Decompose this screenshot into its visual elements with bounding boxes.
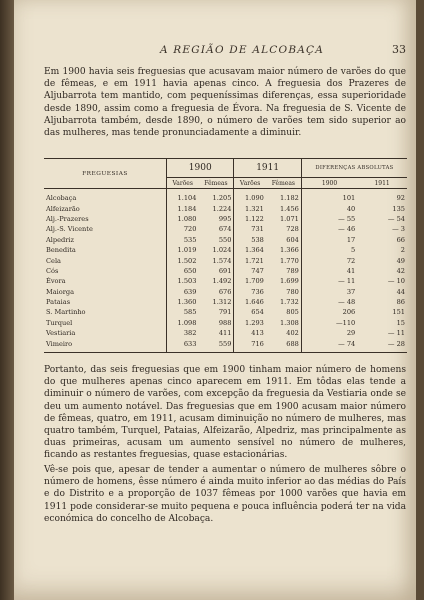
page-number: 33 <box>392 43 406 56</box>
table-row <box>44 318 407 328</box>
cell-f1900: 1.574 <box>212 256 232 265</box>
cell-d1911: 135 <box>392 204 405 213</box>
freguesia-name: Évora <box>46 277 66 286</box>
cell-v1911: 747 <box>234 266 266 276</box>
cell-v1911: 538 <box>234 235 266 245</box>
header-dif-1911: 1911 <box>357 178 407 189</box>
book-spine-shadow <box>0 0 14 600</box>
cell-v1900: 1.503 <box>167 276 199 286</box>
cell-f1900: 1.205 <box>212 194 232 203</box>
cell-v1900: 1.098 <box>167 318 199 328</box>
population-table <box>44 158 407 353</box>
cell-v1900: 535 <box>167 235 199 245</box>
cell-v1900: 1.019 <box>167 245 199 255</box>
cell-d1911: 2 <box>400 246 405 255</box>
cell-f1911: 1.366 <box>279 246 299 255</box>
cell-f1900: 691 <box>218 266 232 275</box>
cell-v1911: 1.721 <box>234 255 266 265</box>
cell-v1911: 413 <box>234 328 266 338</box>
cell-d1911: 86 <box>396 298 405 307</box>
cell-d1911: — 28 <box>357 338 407 352</box>
cell-v1911: 716 <box>234 338 266 352</box>
cell-v1900: 650 <box>167 266 199 276</box>
cell-d1900: — 46 <box>301 224 357 234</box>
cell-f1911: 780 <box>286 287 299 296</box>
cell-v1900: 1.360 <box>167 297 199 307</box>
cell-v1911: 1.090 <box>234 189 266 204</box>
freguesia-name: S. Martinho <box>46 308 86 317</box>
freguesia-name: Turquel <box>46 318 73 327</box>
header-year-1900: 1900 <box>167 159 234 178</box>
cell-f1911: 1.699 <box>279 277 299 286</box>
cell-d1900: 29 <box>301 328 357 338</box>
cell-d1900: —110 <box>301 318 357 328</box>
freguesia-name: Maiorga <box>46 287 75 296</box>
book-page <box>14 0 416 600</box>
table-row <box>44 266 407 276</box>
cell-d1911: — 10 <box>387 277 405 286</box>
cell-v1911: 736 <box>234 287 266 297</box>
freguesia-name: Cós <box>46 266 59 275</box>
cell-d1911: 66 <box>396 235 405 244</box>
cell-v1911: 654 <box>234 307 266 317</box>
cell-v1911: 731 <box>234 224 266 234</box>
cell-d1911: 44 <box>396 287 405 296</box>
cell-v1900: 633 <box>167 338 199 352</box>
freguesia-name: Vimeiro <box>44 338 167 352</box>
freguesia-name: Benedita <box>46 246 76 255</box>
freguesia-name: Pataias <box>46 298 71 307</box>
cell-f1911: 1.071 <box>279 214 299 223</box>
paragraph-1: Em 1900 havia seis freguesias que acusavam maior número de varões do que de fêmeas, e em 1911 havia apenas cinco. A freguesia dos Prazeres de Aljubarrota tem mantido, com pequeníssimas diferenças, essa superioridade desde 1890, assim como a freguesia de Évora. Na freguesia de S. Vicente de Aljubarrota também, desde 1890, o número de varões tem sido superior ao das mulheres, mas tende pronunciadamente a diminuir. <box>44 67 406 139</box>
cell-f1900: 988 <box>218 318 232 327</box>
cell-v1900: 720 <box>167 224 199 234</box>
cell-d1911: — 11 <box>387 329 405 338</box>
table-row <box>44 189 407 204</box>
cell-f1911: 1.770 <box>279 256 299 265</box>
table-row <box>44 203 407 213</box>
cell-f1911: 1.182 <box>279 194 299 203</box>
header-femeas-1900: Fêmeas <box>198 178 234 189</box>
cell-f1900: 411 <box>218 329 232 338</box>
cell-d1911: — 3 <box>392 225 405 234</box>
cell-v1900: 1.104 <box>167 189 199 204</box>
freguesia-name: Alj.-Prazeres <box>46 214 89 223</box>
table-row <box>44 276 407 286</box>
cell-f1900: 550 <box>218 235 232 244</box>
header-differences: DIFERENÇAS ABSOLUTAS <box>301 159 407 178</box>
cell-f1900: 676 <box>218 287 232 296</box>
cell-d1900: — 74 <box>301 338 357 352</box>
cell-f1911: 688 <box>266 338 302 352</box>
cell-f1900: 559 <box>198 338 234 352</box>
cell-f1911: 402 <box>286 329 299 338</box>
cell-f1911: 1.456 <box>279 204 299 213</box>
table-row <box>44 287 407 297</box>
cell-d1911: 92 <box>396 194 405 203</box>
cell-d1900: — 48 <box>301 297 357 307</box>
cell-d1911: — 54 <box>387 214 405 223</box>
table-row <box>44 214 407 224</box>
table-row <box>44 224 407 234</box>
freguesia-name: Alfeizarão <box>46 204 80 213</box>
cell-v1911: 1.646 <box>234 297 266 307</box>
cell-d1911: 42 <box>396 266 405 275</box>
cell-v1900: 1.502 <box>167 255 199 265</box>
freguesia-name: Alcobaça <box>46 194 77 203</box>
cell-d1911: 49 <box>396 256 405 265</box>
cell-f1900: 1.312 <box>212 298 232 307</box>
header-femeas-1911: Fêmeas <box>266 178 302 189</box>
table-row <box>44 235 407 245</box>
cell-v1911: 1.709 <box>234 276 266 286</box>
freguesia-name: Cela <box>46 256 61 265</box>
header-freguesias: FREGUESIAS <box>44 159 167 189</box>
cell-d1900: 101 <box>301 189 357 204</box>
cell-v1911: 1.122 <box>234 214 266 224</box>
cell-d1900: — 11 <box>301 276 357 286</box>
cell-d1900: 40 <box>301 203 357 213</box>
cell-f1911: 1.732 <box>279 298 299 307</box>
cell-d1900: 17 <box>301 235 357 245</box>
cell-d1900: 37 <box>301 287 357 297</box>
header-year-1911: 1911 <box>234 159 301 178</box>
cell-f1911: 789 <box>286 266 299 275</box>
paragraph-2: Portanto, das seis freguesias que em 1900 tinham maior número de homens do que mulheres apenas cinco aparecem em 1911. Em tôdas elas tende a diminuir o número de varões, com excepção da freguesia da Vestiaria onde se deu um aumento notável. Das freguesias que em 1900 acusam maior número de fêmeas, quatro, em 1911, acusam diminuição no número de mulheres, mas quatro também, Turquel, Pataias, Alfeizarão, Alpedriz, mas principalmente as duas primeiras, acusam um aumento sensível no número de mulheres, ficando as restantes freguesias, quase estacionárias. <box>44 365 406 461</box>
paragraph-3: Vê-se pois que, apesar de tender a aumentar o número de mulheres sôbre o número de homens, êsse número é ainda muito inferior ao das médias do País e do Distrito e a proporção de 1037 fêmeas por 1000 varões que havia em 1911 pode considerar-se muito pequena e pouca influência poderá ter na vida económica do concelho de Alcobaça. <box>44 465 406 524</box>
cell-f1911: 805 <box>286 308 299 317</box>
cell-f1900: 995 <box>218 214 232 223</box>
cell-v1900: 585 <box>167 307 199 317</box>
table-row <box>44 297 407 307</box>
freguesia-name: Alpedriz <box>46 235 74 244</box>
freguesia-name: Alj.-S. Vicente <box>46 225 93 234</box>
cell-v1900: 382 <box>167 328 199 338</box>
table-body <box>44 189 407 353</box>
running-head: A REGIÃO DE ALCOBAÇA <box>159 44 325 56</box>
table-row <box>44 338 407 352</box>
cell-f1900: 1.224 <box>212 204 232 213</box>
header-varoes-1900: Varões <box>167 178 199 189</box>
cell-d1911: 15 <box>396 318 405 327</box>
cell-d1900: — 55 <box>301 214 357 224</box>
cell-d1900: 72 <box>301 255 357 265</box>
cell-f1900: 1.492 <box>212 277 232 286</box>
cell-f1900: 1.024 <box>212 246 232 255</box>
cell-v1900: 639 <box>167 287 199 297</box>
header-varoes-1911: Varões <box>234 178 266 189</box>
freguesia-name: Vestiaria <box>46 329 76 338</box>
cell-d1900: 41 <box>301 266 357 276</box>
cell-v1911: 1.364 <box>234 245 266 255</box>
cell-d1900: 5 <box>301 245 357 255</box>
cell-f1911: 728 <box>286 225 299 234</box>
cell-v1900: 1.080 <box>167 214 199 224</box>
header-dif-1900: 1900 <box>301 178 357 189</box>
cell-f1900: 791 <box>218 308 232 317</box>
cell-v1911: 1.293 <box>234 318 266 328</box>
table-row <box>44 328 407 338</box>
table-row <box>44 307 407 317</box>
cell-v1900: 1.184 <box>167 203 199 213</box>
cell-f1911: 1.308 <box>279 318 299 327</box>
cell-v1911: 1.321 <box>234 203 266 213</box>
cell-d1900: 206 <box>301 307 357 317</box>
cell-f1900: 674 <box>218 225 232 234</box>
table-row <box>44 245 407 255</box>
cell-f1911: 604 <box>286 235 299 244</box>
table-row <box>44 255 407 265</box>
cell-d1911: 151 <box>392 308 405 317</box>
